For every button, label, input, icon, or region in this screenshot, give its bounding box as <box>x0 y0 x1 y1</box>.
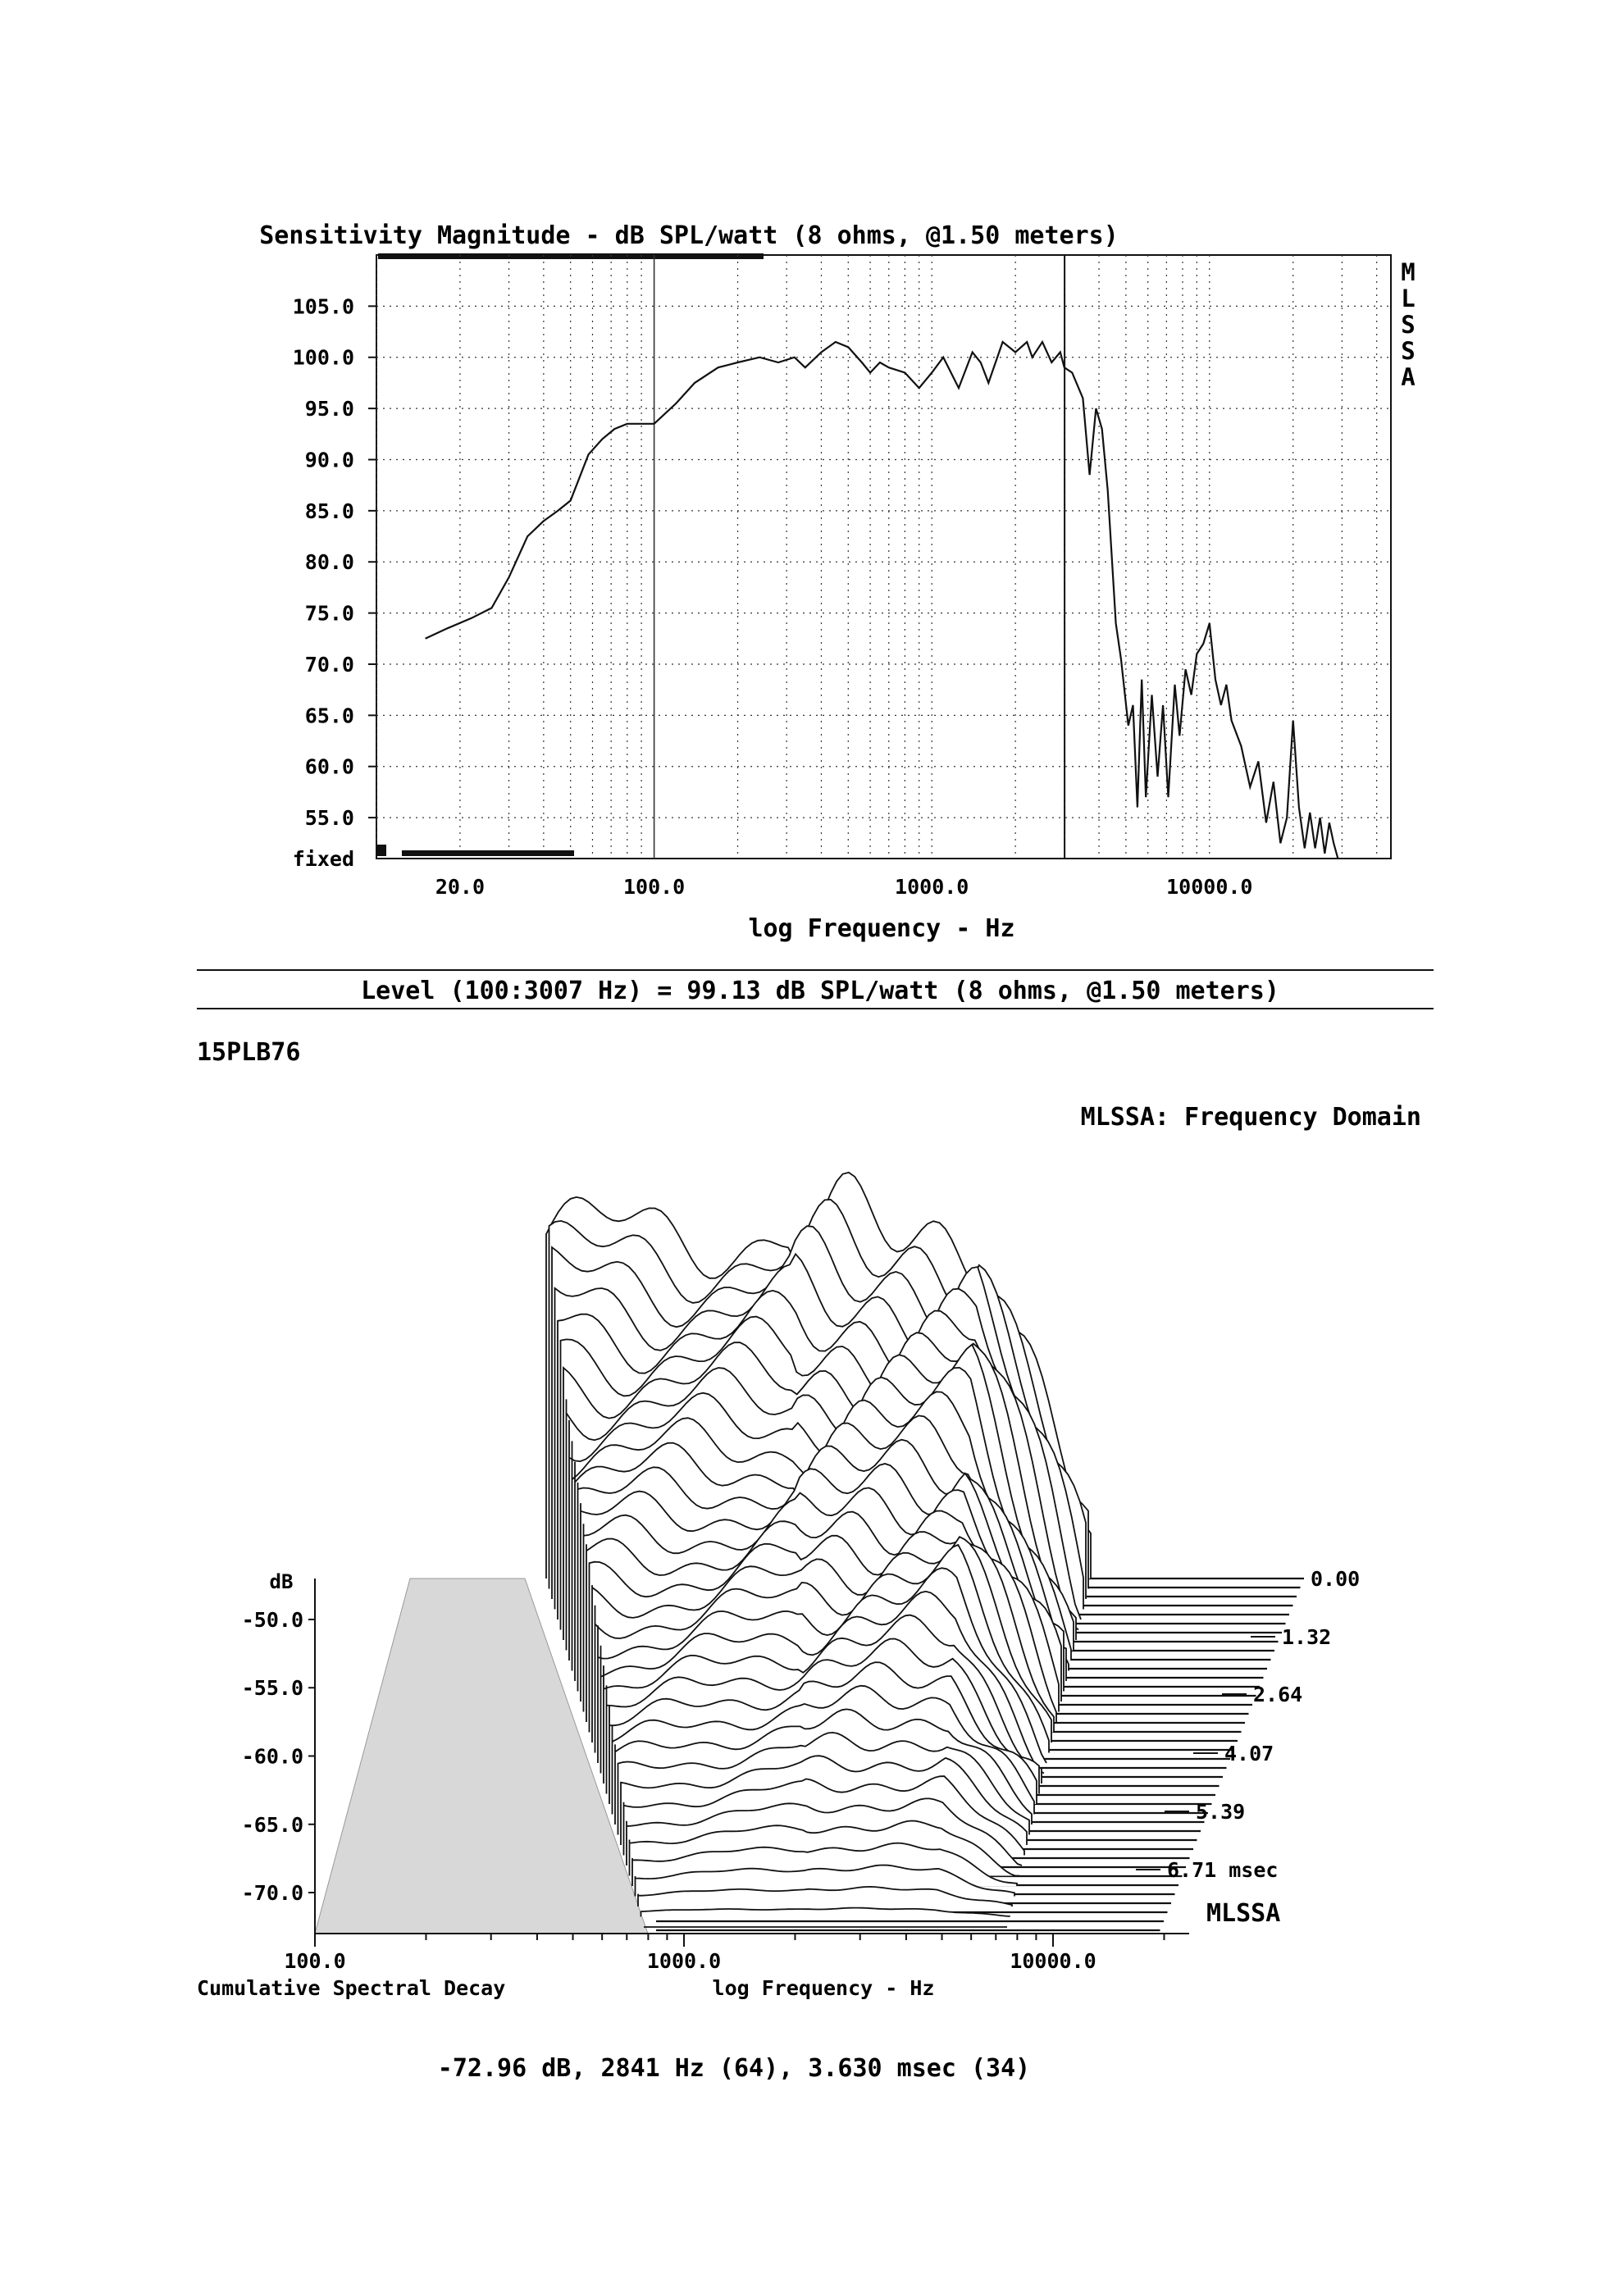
level-readout: Level (100:3007 Hz) = 99.13 dB SPL/watt (8 ohms, @1.50 meters) <box>361 977 1279 1005</box>
x-tick-label: 10000.0 <box>1010 1949 1096 1973</box>
side-label-letter: L <box>1401 285 1416 312</box>
domain-label: MLSSA: Frequency Domain <box>1080 1103 1421 1132</box>
x-tick-label: 100.0 <box>284 1949 346 1973</box>
scale-bar <box>402 850 574 856</box>
decay-slices <box>546 1173 1091 1927</box>
y-tick-label: fixed <box>292 847 354 871</box>
x-axis-ticks <box>284 1934 1164 1973</box>
chart-title: Sensitivity Magnitude - dB SPL/watt (8 ohms, @1.50 meters) <box>259 221 1119 250</box>
time-tick-label: 1.32 <box>1282 1625 1332 1649</box>
y-tick-label: -55.0 <box>241 1676 303 1701</box>
time-tick-label: 5.39 <box>1196 1800 1246 1824</box>
decay-slice-line <box>641 1908 1010 1917</box>
x-tick-label: 1000.0 <box>646 1949 722 1973</box>
x-axis-ticks <box>435 875 1253 899</box>
y-tick-label: 70.0 <box>304 652 354 676</box>
waterfall-side-label: MLSSA <box>1206 1899 1281 1928</box>
y-tick-label: -70.0 <box>241 1881 303 1906</box>
y-tick-label: 90.0 <box>304 448 354 472</box>
waterfall-chart <box>197 1173 1360 2000</box>
side-label-letter: M <box>1401 258 1416 286</box>
y-tick-label: 105.0 <box>292 294 354 319</box>
fixed-marker <box>376 845 386 856</box>
x-tick-label: 20.0 <box>435 875 486 899</box>
side-label-letter: S <box>1401 337 1416 365</box>
y-axis-ticks <box>293 294 376 871</box>
waterfall-title: Cumulative Spectral Decay <box>197 1976 506 2000</box>
mlssa-vertical-label <box>1401 258 1415 391</box>
y-tick-label: 75.0 <box>304 601 354 626</box>
plot-frame <box>376 255 1391 859</box>
y-tick-label: 60.0 <box>304 754 354 779</box>
y-tick-label: -65.0 <box>241 1812 303 1837</box>
x-tick-label: 10000.0 <box>1166 875 1253 899</box>
time-tick-label: 6.71 msec <box>1167 1858 1279 1882</box>
y-axis-ticks <box>242 1608 315 1905</box>
y-tick-label: 100.0 <box>292 345 354 370</box>
time-tick-label: 2.64 <box>1253 1683 1303 1706</box>
x-tick-label: 100.0 <box>622 875 686 899</box>
cursor-readout: -72.96 dB, 2841 Hz (64), 3.630 msec (34) <box>437 2054 1031 2083</box>
sensitivity-chart <box>259 221 1416 943</box>
y-tick-label: 80.0 <box>304 550 354 575</box>
grid-lines <box>376 255 1391 859</box>
side-label-letter: A <box>1401 363 1416 391</box>
y-tick-label: 95.0 <box>304 397 354 421</box>
x-tick-label: 1000.0 <box>895 875 969 899</box>
y-tick-label: 85.0 <box>304 499 354 523</box>
y-axis-label: dB <box>269 1570 294 1593</box>
y-tick-label: 55.0 <box>304 806 354 831</box>
side-label-letter: S <box>1401 311 1416 339</box>
sensitivity-series-line <box>426 342 1338 859</box>
y-tick-label: -60.0 <box>241 1744 303 1769</box>
time-tick-label: 0.00 <box>1311 1567 1361 1591</box>
model-label: 15PLB76 <box>197 1038 301 1067</box>
y-tick-label: 65.0 <box>304 704 354 728</box>
x-axis-label: log Frequency - Hz <box>748 914 1015 943</box>
y-tick-label: -50.0 <box>241 1607 303 1632</box>
time-tick-label: 4.07 <box>1224 1742 1274 1765</box>
waterfall-x-label: log Frequency - Hz <box>712 1976 935 2000</box>
